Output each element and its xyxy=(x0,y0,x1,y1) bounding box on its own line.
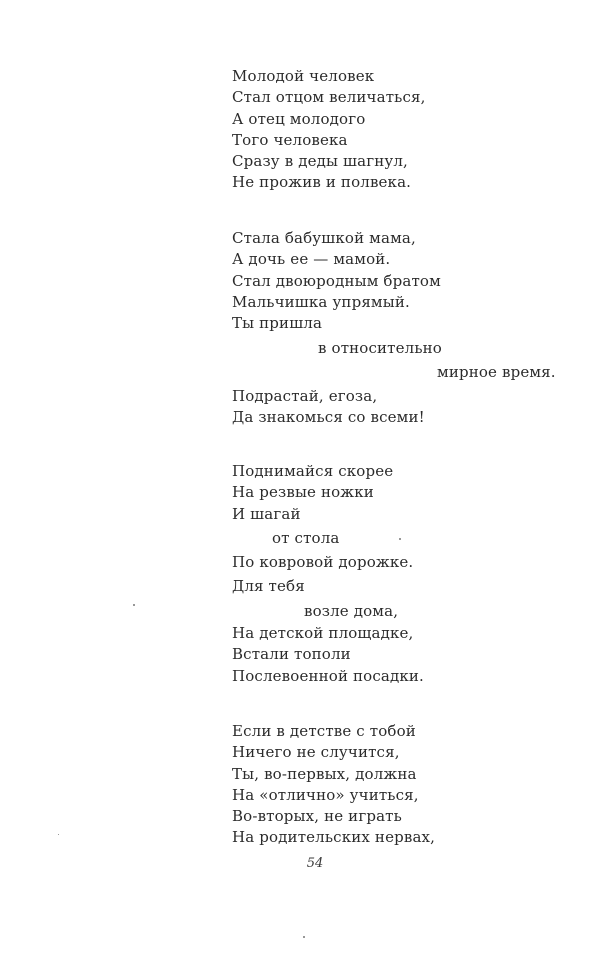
poem-line: По ковровой дорожке. xyxy=(232,553,414,572)
stanza-3 xyxy=(232,461,592,687)
poem-line: в относительно xyxy=(318,339,442,358)
poem-line: Сразу в деды шагнул, xyxy=(232,152,408,171)
poem-line: На резвые ножки xyxy=(232,483,374,502)
poem-line: Если в детстве с тобой xyxy=(232,722,416,740)
poem-line: А отец молодого xyxy=(232,109,366,128)
poem-line: от стола xyxy=(272,528,340,547)
poem-line: Не прожив и полвека. xyxy=(232,173,412,192)
poem-line: На «отлично» учиться, xyxy=(232,785,419,804)
poem-line: Во-вторых, не играть xyxy=(232,807,402,826)
poem-line: возле дома, xyxy=(304,601,399,620)
poem-line: На родительских нервах, xyxy=(232,828,436,847)
poem-line: Встали тополи xyxy=(232,645,351,664)
stanza-1 xyxy=(232,66,592,194)
poem-line: Да знакомься со всеми! xyxy=(232,408,425,427)
page-number: 54 xyxy=(306,856,324,871)
poem-line: Того человека xyxy=(232,130,348,149)
scan-speck xyxy=(58,834,59,835)
scan-speck xyxy=(303,936,305,938)
poem-line: На детской площадке, xyxy=(232,624,414,643)
poem-line: Стал отцом величаться, xyxy=(232,88,426,107)
poem-line: Мальчишка упрямый. xyxy=(232,292,410,311)
scan-speck xyxy=(133,604,135,606)
poem-line: А дочь ее — мамой. xyxy=(232,250,391,269)
stanza-4 xyxy=(232,721,592,849)
poem-line: Стал двоюродным братом xyxy=(232,271,441,290)
poem-line: Ты, во-первых, должна xyxy=(232,764,417,783)
poem-line: Молодой человек xyxy=(232,67,375,85)
poem-line: Стала бабушкой мама, xyxy=(232,229,416,247)
poem-line: И шагай xyxy=(232,504,301,523)
poem-line: Ничего не случится, xyxy=(232,743,400,762)
poem-line: Ты пришла xyxy=(232,314,323,333)
poem-line: Для тебя xyxy=(232,577,305,596)
scan-speck xyxy=(399,538,401,540)
poem-line: Подрастай, егоза, xyxy=(232,387,378,406)
poem-line: Поднимайся скорее xyxy=(232,462,394,480)
poem-line: Послевоенной посадки. xyxy=(232,666,424,685)
stanza-2 xyxy=(232,228,592,429)
poem-line: мирное время. xyxy=(437,362,556,381)
